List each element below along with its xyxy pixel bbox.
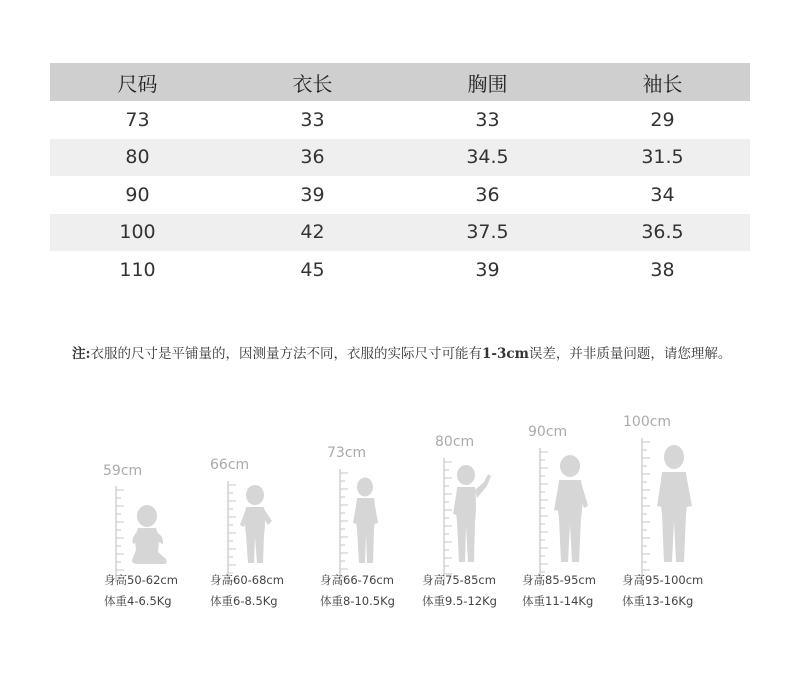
note-text-before: 衣服的尺寸是平铺量的，因测量方法不同，衣服的实际尺寸可能有 — [90, 346, 482, 362]
table-row — [50, 214, 750, 252]
height-range: 身高60-68cm — [210, 573, 284, 587]
table-cell: 36 — [300, 146, 325, 169]
weight-range: 体重6-8.5Kg — [210, 594, 278, 608]
weight-range: 体重9.5-12Kg — [422, 594, 497, 608]
table-cell: 37.5 — [466, 221, 509, 244]
header-chest: 胸围 — [467, 71, 508, 96]
table-cell: 34.5 — [466, 146, 509, 169]
table-cell: 31.5 — [641, 146, 684, 169]
waving-child-silhouette-icon — [450, 464, 492, 564]
sitting-baby-silhouette-icon — [128, 504, 170, 566]
ruler-label: 66cm — [210, 457, 250, 473]
table-cell: 110 — [119, 258, 156, 281]
boy-silhouette-icon — [552, 454, 592, 564]
weight-range: 体重4-6.5Kg — [104, 594, 172, 608]
table-cell: 42 — [300, 221, 325, 244]
table-cell: 73 — [125, 108, 150, 131]
weight-range: 体重11-14Kg — [522, 594, 594, 608]
weight-range: 体重13-16Kg — [622, 594, 694, 608]
header-length: 衣长 — [292, 71, 333, 96]
table-cell: 33 — [475, 108, 500, 131]
ruler-label: 100cm — [623, 414, 672, 430]
ruler-label: 73cm — [327, 445, 367, 461]
note-text-after: 误差，并非质量问题，请您理解。 — [528, 346, 732, 362]
note-range: 1-3cm — [481, 346, 529, 362]
ruler-label: 80cm — [435, 434, 475, 450]
height-range: 身高75-85cm — [422, 573, 496, 587]
height-range: 身高50-62cm — [104, 573, 178, 587]
toddler-silhouette-icon — [238, 485, 274, 565]
ruler-label: 90cm — [528, 424, 568, 440]
table-cell: 38 — [650, 258, 675, 281]
table-cell: 90 — [125, 183, 150, 206]
weight-range: 体重8-10.5Kg — [320, 594, 395, 608]
height-range: 身高95-100cm — [622, 573, 704, 587]
header-size: 尺码 — [117, 71, 158, 96]
table-cell: 39 — [475, 258, 500, 281]
table-cell: 29 — [650, 108, 675, 131]
ruler-icon — [336, 469, 350, 585]
ruler-label: 59cm — [103, 463, 143, 479]
table-cell: 80 — [125, 146, 150, 169]
table-row — [50, 251, 750, 289]
height-range: 身高66-76cm — [320, 573, 394, 587]
table-cell: 36.5 — [641, 221, 684, 244]
ruler-icon — [536, 448, 550, 586]
ruler-icon — [112, 486, 126, 582]
table-row — [50, 139, 750, 177]
table-cell: 36 — [475, 183, 500, 206]
height-range: 身高85-95cm — [522, 573, 596, 587]
table-row — [50, 101, 750, 139]
note-prefix: 注: — [72, 346, 91, 362]
table-cell: 45 — [300, 258, 325, 281]
measurement-note — [72, 342, 772, 362]
table-cell: 34 — [650, 183, 675, 206]
table-cell: 33 — [300, 108, 325, 131]
header-sleeve: 袖长 — [642, 71, 683, 96]
child-silhouette-icon — [350, 477, 382, 565]
size-table — [50, 63, 750, 289]
table-header-row — [50, 63, 750, 101]
tall-child-silhouette-icon — [654, 444, 696, 564]
table-cell: 39 — [300, 183, 325, 206]
table-cell: 100 — [119, 221, 156, 244]
ruler-icon — [638, 438, 652, 586]
table-row — [50, 176, 750, 214]
